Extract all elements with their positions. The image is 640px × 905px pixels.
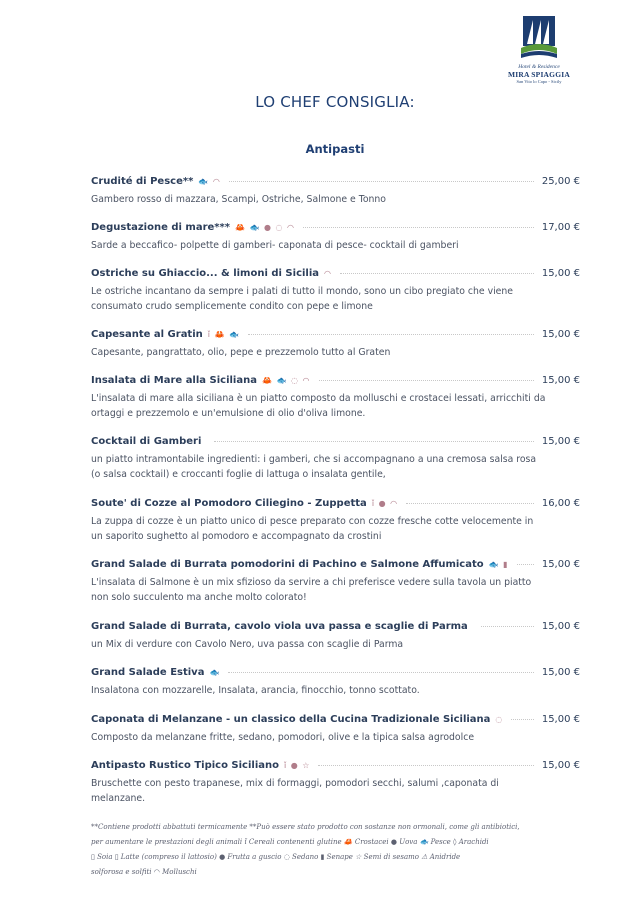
dot-leader	[318, 765, 533, 766]
menu-item	[91, 621, 580, 652]
allergen-icons: 🐟	[209, 668, 221, 677]
item-name: Caponata di Melanzane - un classico della Cucina Tradizionale Siciliana	[91, 714, 491, 725]
dot-leader	[228, 672, 533, 673]
item-name: Grand Salade Estiva	[91, 667, 205, 678]
allergen-icons: ǐ ● ☆	[284, 761, 311, 770]
allergen-icons: 🐟 ▮	[488, 560, 509, 569]
item-name: Crudité di Pesce**	[91, 176, 194, 187]
item-description: Gambero rosso di mazzara, Scampi, Ostriche, Salmone e Tonno	[91, 194, 386, 205]
item-description: Capesante, pangrattato, olio, pepe e prezzemolo tutto al Graten	[91, 347, 391, 358]
item-description: un piatto intramontabile ingredienti: i gamberi, che si accompagnano a una cremosa salsa rosa (o salsa cocktail) e croccanti foglie di lattuga o insalata gentile,	[91, 454, 537, 480]
allergen-icons: 🦀 🐟 ● ◌ ◠	[234, 223, 296, 232]
item-name: Insalata di Mare alla Siciliana	[91, 375, 257, 386]
menu-item	[91, 760, 580, 806]
item-name: Soute' di Cozze al Pomodoro Ciliegino - Zuppetta	[91, 498, 367, 509]
item-price: 15,00 €	[541, 436, 580, 447]
allergen-icons: ◌	[495, 715, 504, 724]
menu-item	[91, 714, 580, 745]
allergen-footnote	[91, 820, 581, 880]
item-description: L'insalata di Salmone è un mix sfizioso da servire a chi preferisce vedere sulla tavola un piatto non solo succulento ma anche molto colorato!	[91, 577, 532, 603]
menu-item	[91, 559, 580, 605]
dot-leader	[406, 503, 534, 504]
item-price: 16,00 €	[541, 498, 580, 509]
item-description: La zuppa di cozze è un piatto unico di pesce preparato con cozze fresche cotte velocemente in un saporito sughetto al pomodoro e accompagnato da crostini	[91, 516, 534, 542]
dot-leader	[517, 564, 534, 565]
menu-item	[91, 329, 580, 360]
item-name: Grand Salade di Burrata, cavolo viola uva passa e scaglie di Parma	[91, 621, 468, 632]
item-name: Cocktail di Gamberi	[91, 436, 202, 447]
allergen-icons: ǐ 🦀 🐟	[207, 330, 240, 339]
item-price: 15,00 €	[541, 375, 580, 386]
allergen-icons: ǐ ● ◠	[371, 499, 399, 508]
logo-line-2: MIRA SPIAGGIA	[508, 70, 570, 79]
dot-leader	[481, 626, 534, 627]
menu-item	[91, 222, 580, 253]
item-description: L'insalata di mare alla siciliana è un piatto composto da molluschi e crostacei lessati, arricchiti da ortaggi e prezzemolo e un'emulsione di olio d'oliva limone.	[91, 393, 546, 419]
menu-item	[91, 436, 580, 482]
item-description: un Mix di verdure con Cavolo Nero, uva passa con scaglie di Parma	[91, 639, 404, 650]
item-name: Capesante al Gratin	[91, 329, 203, 340]
menu-item	[91, 268, 580, 314]
dot-leader	[229, 181, 534, 182]
item-price: 15,00 €	[541, 714, 580, 725]
item-name: Antipasto Rustico Tipico Siciliano	[91, 760, 280, 771]
dot-leader	[340, 273, 534, 274]
menu-item	[91, 375, 580, 421]
logo-line-3: San Vito lo Capo - Sicily	[516, 79, 562, 84]
item-description: Sarde a beccafico- polpette di gamberi- caponata di pesce- cocktail di gamberi	[91, 240, 459, 251]
item-description: Bruschette con pesto trapanese, mix di formaggi, pomodori secchi, salumi ,caponata di melanzane.	[91, 778, 499, 804]
footnote-line: per aumentare le prestazioni degli animali ǐ Cereali contenenti glutine 🦀 Crostacei ● Uova 🐟 Pesce ◊ Arachidi	[91, 838, 489, 846]
dot-leader	[319, 380, 534, 381]
hotel-logo	[504, 14, 574, 84]
sails-logo-icon	[519, 14, 559, 62]
dot-leader	[303, 227, 534, 228]
item-price: 15,00 €	[541, 559, 580, 570]
item-price: 17,00 €	[541, 222, 580, 233]
dot-leader	[511, 719, 533, 720]
item-price: 15,00 €	[541, 329, 580, 340]
item-price: 15,00 €	[541, 760, 580, 771]
page-title: LO CHEF CONSIGLIA:	[255, 93, 415, 111]
item-description: Insalatona con mozzarelle, Insalata, arancia, finocchio, tonno scottato.	[91, 685, 420, 696]
item-name: Degustazione di mare***	[91, 222, 230, 233]
item-price: 15,00 €	[541, 621, 580, 632]
item-price: 25,00 €	[541, 176, 580, 187]
dot-leader	[214, 441, 533, 442]
footnote-line: **Contiene prodotti abbattuti termicamente **Può essere stato prodotto con sostanze non ormonali, come gli antibiotici,	[91, 823, 520, 831]
section-title: Antipasti	[305, 142, 365, 156]
item-description: Le ostriche incantano da sempre i palati di tutto il mondo, sono un cibo pregiato che viene consumato crudo semplicemente condito con pepe e limone	[91, 286, 513, 312]
menu-item	[91, 667, 580, 698]
item-price: 15,00 €	[541, 268, 580, 279]
footnote-line: ▯ Soia ▯ Latte (compreso il lattosio) ● Frutta a guscio ◌ Sedano ▮ Senape ☆ Semi di sesamo ⚠ Anidride	[91, 853, 461, 861]
allergen-icons: ◠	[324, 269, 333, 278]
menu-item	[91, 498, 580, 544]
menu-item	[91, 176, 580, 207]
item-price: 15,00 €	[541, 667, 580, 678]
dot-leader	[248, 334, 534, 335]
allergen-icons: 🐟 ◠	[198, 177, 221, 186]
item-description: Composto da melanzane fritte, sedano, pomodori, olive e la tipica salsa agrodolce	[91, 732, 475, 743]
item-name: Ostriche su Ghiaccio... & limoni di Sicilia	[91, 268, 320, 279]
footnote-line: solforosa e solfiti ◠ Molluschi	[91, 868, 197, 876]
allergen-icons: 🦀 🐟 ◌ ◠	[261, 376, 311, 385]
logo-line-1: Hotel & Residence	[518, 64, 560, 70]
item-name: Grand Salade di Burrata pomodorini di Pachino e Salmone Affumicato	[91, 559, 484, 570]
